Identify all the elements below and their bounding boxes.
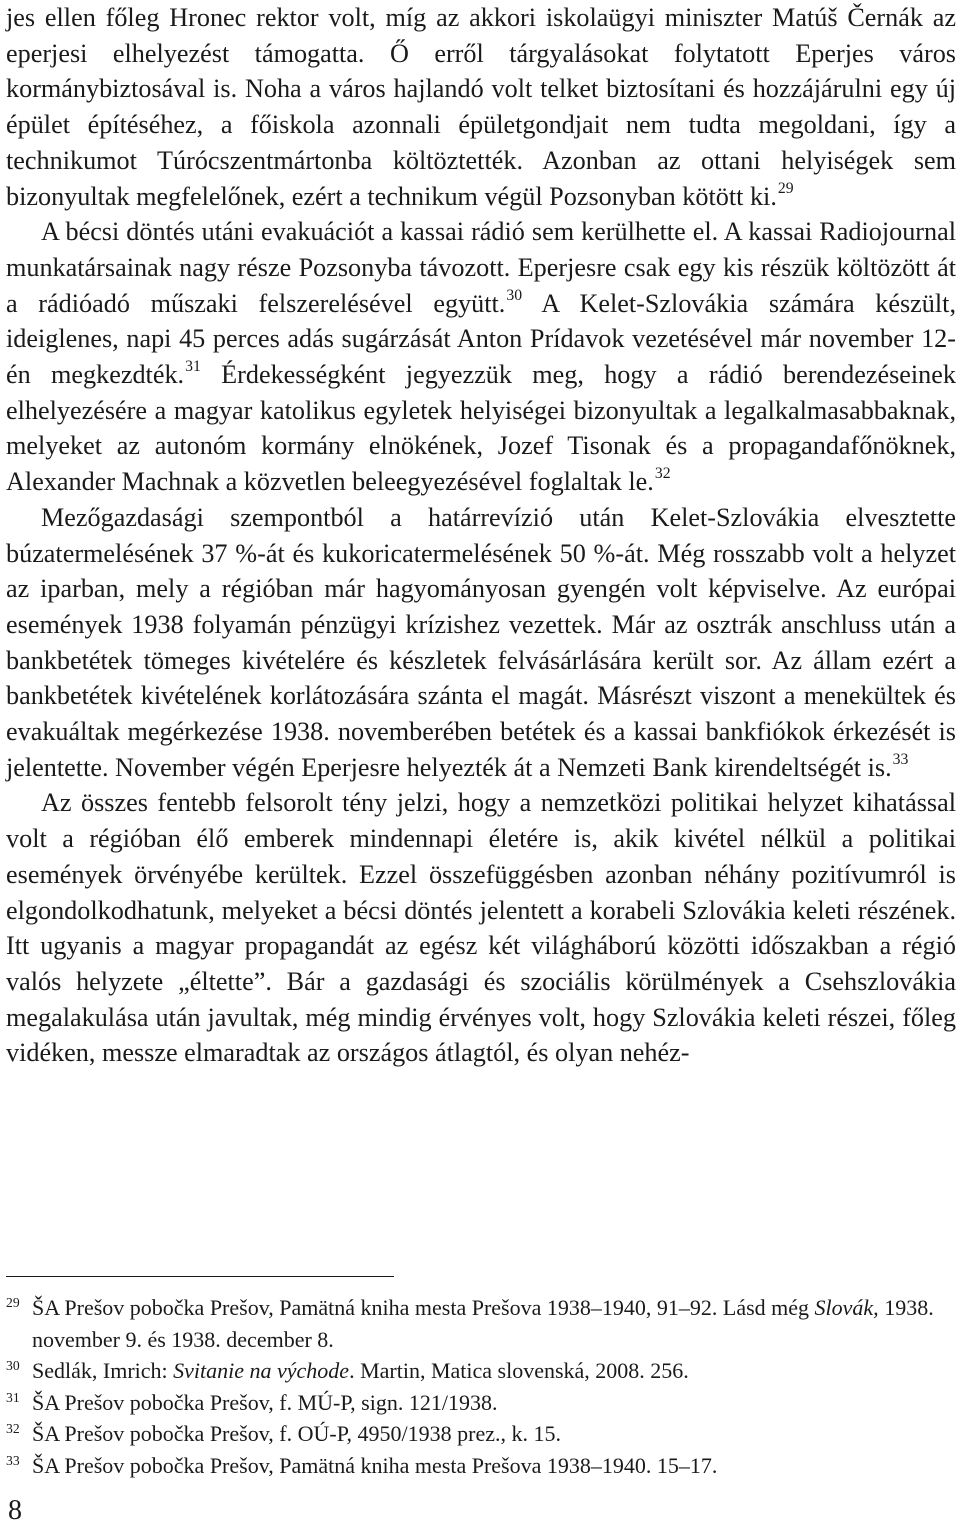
footnote-reference: 29: [777, 179, 794, 197]
footnote: 30 Sedlák, Imrich: Svitanie na východe. Martin, Matica slovenská, 2008. 256.: [6, 1358, 689, 1384]
footnote-reference: 33: [892, 750, 909, 768]
text-run: jes ellen főleg Hronec rektor volt, míg az akkori iskolaügyi miniszter Matúš Černák az eperjesi elhelyezést támogatta. Ő erről tárgyalásokat folytatott Eperjes város kormánybiztosával is. Noha a város hajlandó volt telket biztosítani és hozzájárulni egy új épület építéséhez, a főiskola azonnali épületgondjait nem tudta megoldani, így a technikumot Túrócszentmártonba költöztették. Azonban az ottani helyiségek sem bizonyultak megfelelőnek, ezért a technikum végül Pozsonyban kötött ki.: [6, 3, 956, 211]
footnotes: [6, 1292, 956, 1482]
footnote: 32 ŠA Prešov pobočka Prešov, f. OÚ-P, 4950/1938 prez., k. 15.: [6, 1421, 561, 1447]
text-run: ŠA Prešov pobočka Prešov, Pamätná kniha mesta Prešova 1938–1940, 91–92. Lásd még: [32, 1295, 815, 1320]
paragraph: [6, 0, 956, 214]
footnote: 33 ŠA Prešov pobočka Prešov, Pamätná kniha mesta Prešova 1938–1940. 15–17.: [6, 1452, 718, 1478]
footnote-reference: 32: [654, 465, 671, 483]
text-run: ŠA Prešov pobočka Prešov, Pamätná kniha mesta Prešova 1938–1940. 15–17.: [32, 1452, 718, 1478]
text-run: A Kelet-Szlovákia számára készült, ideiglenes, napi 45 perces adás sugárzását Anton Prídavok vezetésével már november 12-én megkezdték.: [6, 288, 956, 390]
page-number: 8: [8, 1495, 22, 1526]
document-page: [6, 0, 956, 1071]
italic-title: Svitanie na východe: [173, 1358, 350, 1384]
text-run: Mezőgazdasági szempontból a határrevízió után Kelet-Szlovákia elvesztette búzatermelésének 37 %-át és kukoricatermelésének 50 %-át. Még rosszabb volt a helyzet az iparban, mely a régióban már hagyományosan gyengén volt képviselve. Az európai események 1938 folyamán pénzügyi krízishez vezettek. Már az osztrák anschluss után a bankbetétek tömeges kivételére és készletek felvásárlására került sor. Az állam ezért a bankbetétek kivételének korlátozására szánta el magát. Másrészt viszont a menekültek és evakuáltak megérkezése 1938. novemberében betétek és a kassai bankfiókok érkezését is jelentette. November végén Eperjesre helyezték át a Nemzeti Bank kirendeltségét is.: [6, 502, 956, 782]
text-run: Sedlák, Imrich:: [32, 1358, 174, 1384]
footnote-reference: 30: [506, 286, 523, 304]
paragraph: [6, 785, 956, 1071]
text-run: A bécsi döntés utáni evakuációt a kassai rádió sem kerülhette el. A kassai Radiojournal munkatársainak nagy része Pozsonyba távozott. Eperjesre csak egy kis részük költözött át a rádióadó műszaki felszerelésével együtt.: [6, 217, 956, 318]
text-run: . Martin, Matica slovenská, 2008. 256.: [349, 1358, 689, 1384]
footnote: 29 ŠA Prešov pobočka Prešov, Pamätná kniha mesta Prešova 1938–1940, 91–92. Lásd még Slovák, 1938. november 9. és 1938. december 8.: [6, 1294, 934, 1352]
footnote: 31 ŠA Prešov pobočka Prešov, f. MÚ-P, sign. 121/1938.: [6, 1389, 498, 1415]
text-run: ŠA Prešov pobočka Prešov, f. MÚ-P, sign. 121/1938.: [32, 1389, 498, 1415]
footnote-reference: 31: [185, 358, 201, 376]
text-run: ŠA Prešov pobočka Prešov, f. OÚ-P, 4950/1938 prez., k. 15.: [32, 1421, 561, 1447]
italic-title: Slovák,: [814, 1295, 879, 1320]
text-run: 1938. november 9. és 1938. december 8.: [32, 1295, 934, 1352]
text-run: Érdekességként jegyezzük meg, hogy a rádió berendezéseinek elhelyezésére a magyar katolikus egyletek helyiségei bizonyultak a legalkalmasabbaknak, melyeket az autonóm kormány elnökének, Jozef Tisonak és a propagandafőnöknek, Alexander Machnak a közvetlen beleegyezésével foglaltak le.: [6, 360, 956, 497]
paragraph: [6, 214, 956, 500]
text-run: Az összes fentebb felsorolt tény jelzi, hogy a nemzetközi politikai helyzet kihatással volt a régióban élő emberek mindennapi életére is, akik kivétel nélkül a politikai események örvényébe kerültek. Ezzel összefüggésben azonban néhány pozitívumról is elgondolkodhatunk, melyeket a bécsi döntés jelentett a korabeli Szlovákia keleti részének. Itt ugyanis a magyar propagandát az egész két világháború közötti időszakban a régió valós helyzete „éltette”. Bár a gazdasági és szociális körülmények a Csehszlovákia megalakulása után javultak, még mindig érvényes volt, hogy Szlovákia keleti részei, főleg vidéken, messze elmaradtak az országos átlagtól, és olyan nehéz-: [6, 788, 956, 1068]
footnote-separator: [6, 1276, 394, 1277]
paragraph: [6, 500, 956, 786]
body-text: [6, 0, 956, 1071]
